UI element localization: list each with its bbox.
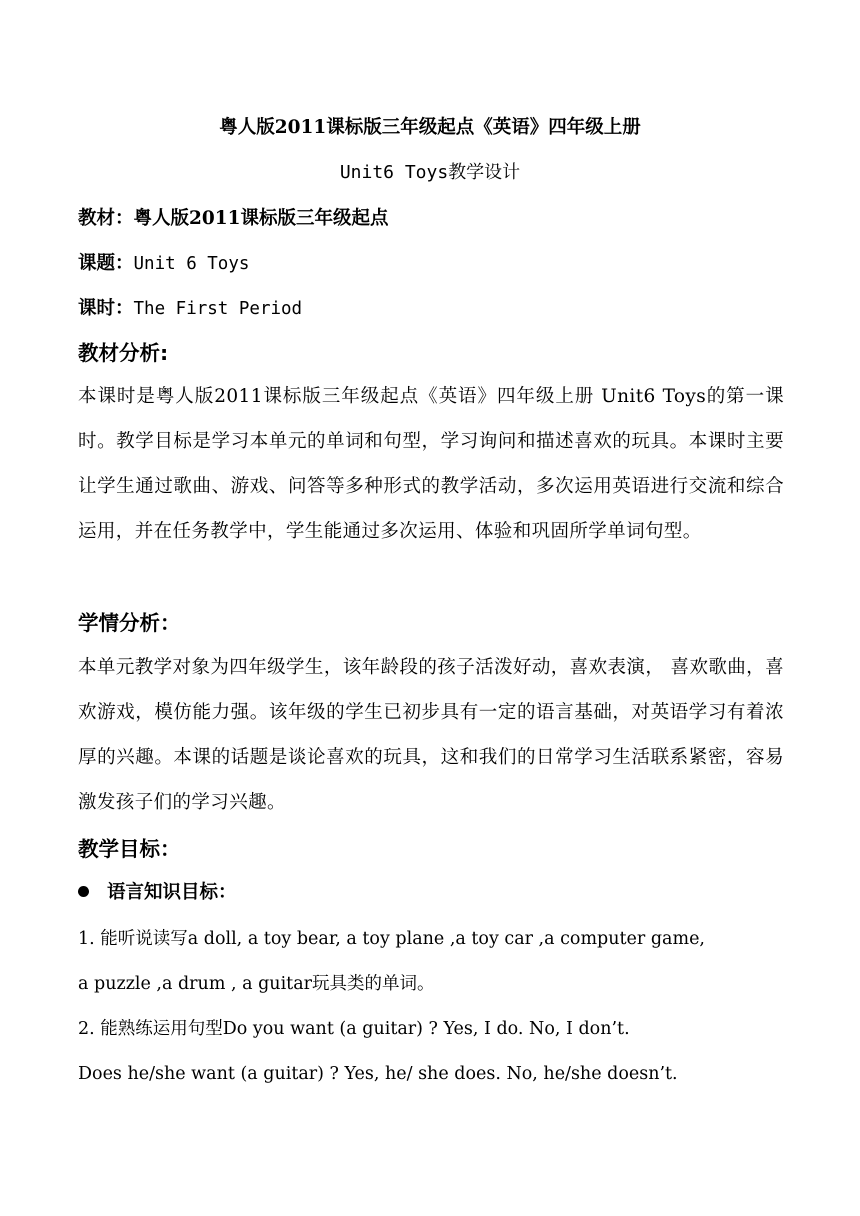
period-label: 课时： [78, 298, 134, 319]
objective-item-2-line-2: Does he/she want (a guitar) ? Yes, he/ she does. No, he/she doesn’t. [78, 1064, 678, 1084]
topic-line [78, 251, 784, 277]
textbook-analysis-paragraph: 本课时是粤人版2011课标版三年级起点《英语》四年级上册 Unit6 Toys的第一课时。教学目标是学习本单元的单词和句型，学习询问和描述喜欢的玩具。本课时主要让学生通过歌曲、游戏、问答等多种形式的教学活动，多次运用英语进行交流和综合运用，并在任务教学中，学生能通过多次运用、体验和巩固所学单词句型。 [78, 386, 784, 542]
bullet-icon [78, 886, 89, 897]
bullet-language-knowledge [78, 880, 784, 906]
document-title: 粤人版2011课标版三年级起点《英语》四年级上册 [219, 117, 641, 138]
textbook-line [78, 206, 784, 232]
textbook-label: 教材： [78, 208, 134, 229]
objective-item-1-line-2: a puzzle ,a drum , a guitar玩具类的单词。 [78, 974, 435, 994]
objective-item-2-line-1: 2. 能熟练运用句型Do you want (a guitar) ? Yes, I do. No, I don’t. [78, 1019, 630, 1039]
document-subtitle: Unit6 Toys教学设计 [339, 162, 521, 183]
student-analysis-paragraph: 本单元教学对象为四年级学生，该年龄段的孩子活泼好动，喜欢表演， 喜欢歌曲，喜欢游戏，模仿能力强。该年级的学生已初步具有一定的语言基础，对英语学习有着浓厚的兴趣。本课的话题是谈论喜欢的玩具，这和我们的日常学习生活联系紧密，容易激发孩子们的学习兴趣。 [78, 657, 784, 813]
period-value: The First Period [133, 299, 303, 319]
section-heading-student-analysis: 学情分析： [78, 611, 181, 635]
topic-value: Unit 6 Toys [133, 254, 250, 274]
textbook-value: 粤人版2011课标版三年级起点 [133, 208, 389, 229]
objective-item-1-line-1: 1. 能听说读写a doll, a toy bear, a toy plane ,a toy car ,a computer game, [78, 929, 705, 949]
section-heading-teaching-objectives: 教学目标： [78, 837, 181, 861]
topic-label: 课题： [78, 253, 134, 274]
bullet-label: 语言知识目标： [107, 882, 237, 903]
period-line [78, 296, 784, 322]
section-heading-textbook-analysis: 教材分析: [78, 341, 169, 365]
